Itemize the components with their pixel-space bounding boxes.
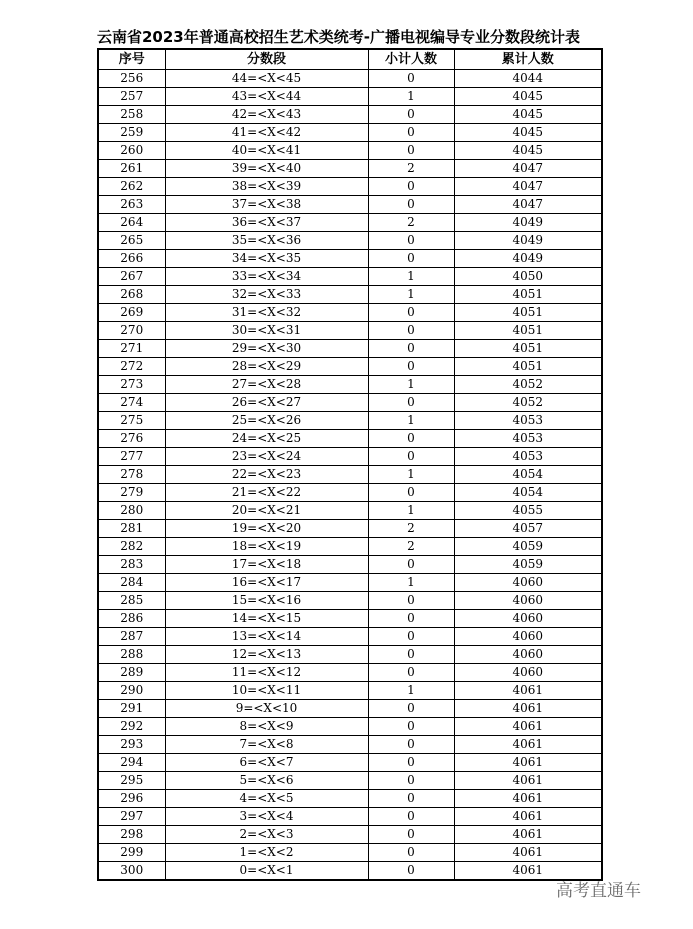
table-row [98,466,602,484]
cell-cumulative: 4061 [454,790,602,808]
cell-subtotal: 0 [368,772,454,790]
cell-cumulative: 4049 [454,250,602,268]
cell-subtotal: 0 [368,844,454,862]
cell-cumulative: 4060 [454,574,602,592]
cell-subtotal: 0 [368,556,454,574]
cell-index: 265 [98,232,165,250]
table-row [98,412,602,430]
cell-score-range: 4=<X<5 [165,790,368,808]
cell-index: 278 [98,466,165,484]
cell-subtotal: 0 [368,196,454,214]
table-row [98,88,602,106]
cell-score-range: 22=<X<23 [165,466,368,484]
cell-index: 287 [98,628,165,646]
cell-index: 270 [98,322,165,340]
cell-score-range: 29=<X<30 [165,340,368,358]
table-row [98,808,602,826]
cell-score-range: 24=<X<25 [165,430,368,448]
cell-index: 263 [98,196,165,214]
cell-score-range: 27=<X<28 [165,376,368,394]
cell-index: 296 [98,790,165,808]
cell-cumulative: 4045 [454,124,602,142]
cell-score-range: 18=<X<19 [165,538,368,556]
cell-cumulative: 4049 [454,232,602,250]
table-row [98,664,602,682]
table-row [98,250,602,268]
cell-score-range: 7=<X<8 [165,736,368,754]
cell-cumulative: 4047 [454,196,602,214]
cell-subtotal: 0 [368,322,454,340]
cell-score-range: 34=<X<35 [165,250,368,268]
cell-subtotal: 0 [368,124,454,142]
cell-index: 285 [98,592,165,610]
cell-score-range: 17=<X<18 [165,556,368,574]
cell-index: 273 [98,376,165,394]
cell-subtotal: 0 [368,340,454,358]
table-row [98,700,602,718]
cell-cumulative: 4060 [454,646,602,664]
cell-cumulative: 4045 [454,106,602,124]
cell-cumulative: 4060 [454,592,602,610]
cell-index: 275 [98,412,165,430]
cell-score-range: 26=<X<27 [165,394,368,412]
table-row [98,646,602,664]
cell-cumulative: 4061 [454,718,602,736]
table-row [98,610,602,628]
cell-cumulative: 4061 [454,736,602,754]
cell-score-range: 20=<X<21 [165,502,368,520]
table-row [98,862,602,881]
cell-score-range: 2=<X<3 [165,826,368,844]
cell-index: 298 [98,826,165,844]
cell-subtotal: 0 [368,718,454,736]
table-row [98,178,602,196]
cell-cumulative: 4061 [454,808,602,826]
table-row [98,520,602,538]
cell-subtotal: 0 [368,808,454,826]
score-distribution-table [97,48,603,881]
table-row [98,736,602,754]
table-row [98,484,602,502]
cell-score-range: 8=<X<9 [165,718,368,736]
table-row [98,574,602,592]
cell-subtotal: 1 [368,466,454,484]
header-index: 序号 [98,49,165,70]
cell-cumulative: 4051 [454,322,602,340]
cell-index: 292 [98,718,165,736]
cell-subtotal: 0 [368,358,454,376]
cell-index: 286 [98,610,165,628]
table-row [98,160,602,178]
table-row [98,844,602,862]
cell-index: 272 [98,358,165,376]
cell-score-range: 3=<X<4 [165,808,368,826]
table-row [98,430,602,448]
cell-index: 261 [98,160,165,178]
cell-subtotal: 0 [368,430,454,448]
cell-score-range: 35=<X<36 [165,232,368,250]
cell-cumulative: 4053 [454,448,602,466]
cell-cumulative: 4060 [454,628,602,646]
cell-score-range: 9=<X<10 [165,700,368,718]
table-body [98,70,602,881]
cell-score-range: 41=<X<42 [165,124,368,142]
cell-cumulative: 4044 [454,70,602,88]
cell-subtotal: 0 [368,826,454,844]
table-row [98,502,602,520]
cell-index: 277 [98,448,165,466]
cell-cumulative: 4061 [454,754,602,772]
cell-subtotal: 0 [368,304,454,322]
cell-cumulative: 4061 [454,772,602,790]
cell-index: 299 [98,844,165,862]
page-title: 云南省2023年普通高校招生艺术类统考-广播电视编导专业分数段统计表 [97,28,580,46]
cell-score-range: 12=<X<13 [165,646,368,664]
cell-score-range: 25=<X<26 [165,412,368,430]
table-row [98,304,602,322]
cell-subtotal: 0 [368,628,454,646]
table-row [98,106,602,124]
cell-index: 258 [98,106,165,124]
cell-cumulative: 4061 [454,826,602,844]
cell-subtotal: 0 [368,70,454,88]
cell-score-range: 37=<X<38 [165,196,368,214]
table-row [98,394,602,412]
cell-index: 279 [98,484,165,502]
cell-cumulative: 4051 [454,358,602,376]
cell-cumulative: 4060 [454,664,602,682]
cell-cumulative: 4050 [454,268,602,286]
cell-score-range: 39=<X<40 [165,160,368,178]
cell-subtotal: 1 [368,88,454,106]
cell-cumulative: 4051 [454,340,602,358]
cell-subtotal: 0 [368,862,454,881]
cell-score-range: 13=<X<14 [165,628,368,646]
cell-subtotal: 1 [368,502,454,520]
cell-subtotal: 0 [368,646,454,664]
cell-score-range: 21=<X<22 [165,484,368,502]
cell-cumulative: 4059 [454,556,602,574]
cell-index: 267 [98,268,165,286]
table-row [98,592,602,610]
cell-index: 291 [98,700,165,718]
table-row [98,448,602,466]
header-subtotal: 小计人数 [368,49,454,70]
table-row [98,790,602,808]
cell-index: 262 [98,178,165,196]
cell-index: 288 [98,646,165,664]
cell-index: 259 [98,124,165,142]
cell-score-range: 33=<X<34 [165,268,368,286]
cell-cumulative: 4060 [454,610,602,628]
cell-score-range: 23=<X<24 [165,448,368,466]
cell-index: 293 [98,736,165,754]
cell-cumulative: 4049 [454,214,602,232]
cell-subtotal: 1 [368,412,454,430]
cell-index: 257 [98,88,165,106]
cell-index: 264 [98,214,165,232]
cell-score-range: 11=<X<12 [165,664,368,682]
cell-score-range: 38=<X<39 [165,178,368,196]
cell-cumulative: 4053 [454,412,602,430]
cell-cumulative: 4051 [454,286,602,304]
table-row [98,196,602,214]
table-row [98,556,602,574]
cell-cumulative: 4053 [454,430,602,448]
cell-subtotal: 0 [368,484,454,502]
cell-subtotal: 0 [368,790,454,808]
cell-index: 283 [98,556,165,574]
cell-subtotal: 0 [368,610,454,628]
cell-subtotal: 1 [368,682,454,700]
cell-subtotal: 2 [368,538,454,556]
cell-subtotal: 0 [368,700,454,718]
cell-score-range: 15=<X<16 [165,592,368,610]
cell-score-range: 10=<X<11 [165,682,368,700]
cell-cumulative: 4061 [454,844,602,862]
cell-score-range: 28=<X<29 [165,358,368,376]
cell-index: 300 [98,862,165,881]
table-header-row [98,49,602,70]
cell-cumulative: 4047 [454,178,602,196]
cell-index: 274 [98,394,165,412]
header-score-range: 分数段 [165,49,368,70]
cell-subtotal: 0 [368,142,454,160]
cell-cumulative: 4061 [454,862,602,881]
cell-index: 271 [98,340,165,358]
cell-subtotal: 0 [368,178,454,196]
cell-cumulative: 4057 [454,520,602,538]
cell-subtotal: 2 [368,160,454,178]
cell-index: 280 [98,502,165,520]
cell-subtotal: 0 [368,232,454,250]
cell-subtotal: 0 [368,448,454,466]
cell-cumulative: 4045 [454,142,602,160]
cell-index: 284 [98,574,165,592]
cell-score-range: 16=<X<17 [165,574,368,592]
cell-score-range: 19=<X<20 [165,520,368,538]
table-row [98,232,602,250]
table-row [98,826,602,844]
cell-index: 266 [98,250,165,268]
table-row [98,376,602,394]
cell-cumulative: 4047 [454,160,602,178]
cell-score-range: 31=<X<32 [165,304,368,322]
cell-index: 295 [98,772,165,790]
cell-subtotal: 0 [368,250,454,268]
cell-index: 282 [98,538,165,556]
cell-score-range: 14=<X<15 [165,610,368,628]
cell-score-range: 1=<X<2 [165,844,368,862]
table-row [98,538,602,556]
cell-score-range: 30=<X<31 [165,322,368,340]
cell-index: 260 [98,142,165,160]
cell-subtotal: 1 [368,376,454,394]
cell-score-range: 0=<X<1 [165,862,368,881]
watermark: 高考直通车 [556,881,641,901]
table-row [98,682,602,700]
table-row [98,772,602,790]
table-row [98,340,602,358]
cell-index: 281 [98,520,165,538]
cell-index: 294 [98,754,165,772]
table-row [98,124,602,142]
cell-subtotal: 0 [368,394,454,412]
cell-score-range: 44=<X<45 [165,70,368,88]
table-row [98,214,602,232]
cell-index: 268 [98,286,165,304]
cell-cumulative: 4052 [454,376,602,394]
cell-index: 276 [98,430,165,448]
cell-score-range: 40=<X<41 [165,142,368,160]
cell-score-range: 36=<X<37 [165,214,368,232]
cell-cumulative: 4061 [454,700,602,718]
cell-cumulative: 4054 [454,484,602,502]
cell-subtotal: 0 [368,664,454,682]
cell-index: 297 [98,808,165,826]
cell-cumulative: 4052 [454,394,602,412]
cell-subtotal: 1 [368,268,454,286]
table-row [98,322,602,340]
cell-cumulative: 4054 [454,466,602,484]
cell-cumulative: 4059 [454,538,602,556]
table-row [98,286,602,304]
table-row [98,70,602,88]
cell-subtotal: 0 [368,754,454,772]
cell-subtotal: 0 [368,106,454,124]
cell-cumulative: 4045 [454,88,602,106]
cell-subtotal: 0 [368,736,454,754]
cell-subtotal: 1 [368,286,454,304]
cell-score-range: 42=<X<43 [165,106,368,124]
cell-subtotal: 2 [368,520,454,538]
cell-cumulative: 4061 [454,682,602,700]
cell-index: 256 [98,70,165,88]
table-row [98,754,602,772]
cell-index: 269 [98,304,165,322]
cell-subtotal: 2 [368,214,454,232]
table-row [98,358,602,376]
cell-score-range: 43=<X<44 [165,88,368,106]
header-cumulative: 累计人数 [454,49,602,70]
cell-score-range: 6=<X<7 [165,754,368,772]
table-row [98,718,602,736]
cell-cumulative: 4051 [454,304,602,322]
cell-score-range: 5=<X<6 [165,772,368,790]
cell-score-range: 32=<X<33 [165,286,368,304]
table-row [98,268,602,286]
table-row [98,142,602,160]
cell-cumulative: 4055 [454,502,602,520]
cell-index: 289 [98,664,165,682]
table-row [98,628,602,646]
cell-index: 290 [98,682,165,700]
cell-subtotal: 1 [368,574,454,592]
cell-subtotal: 0 [368,592,454,610]
